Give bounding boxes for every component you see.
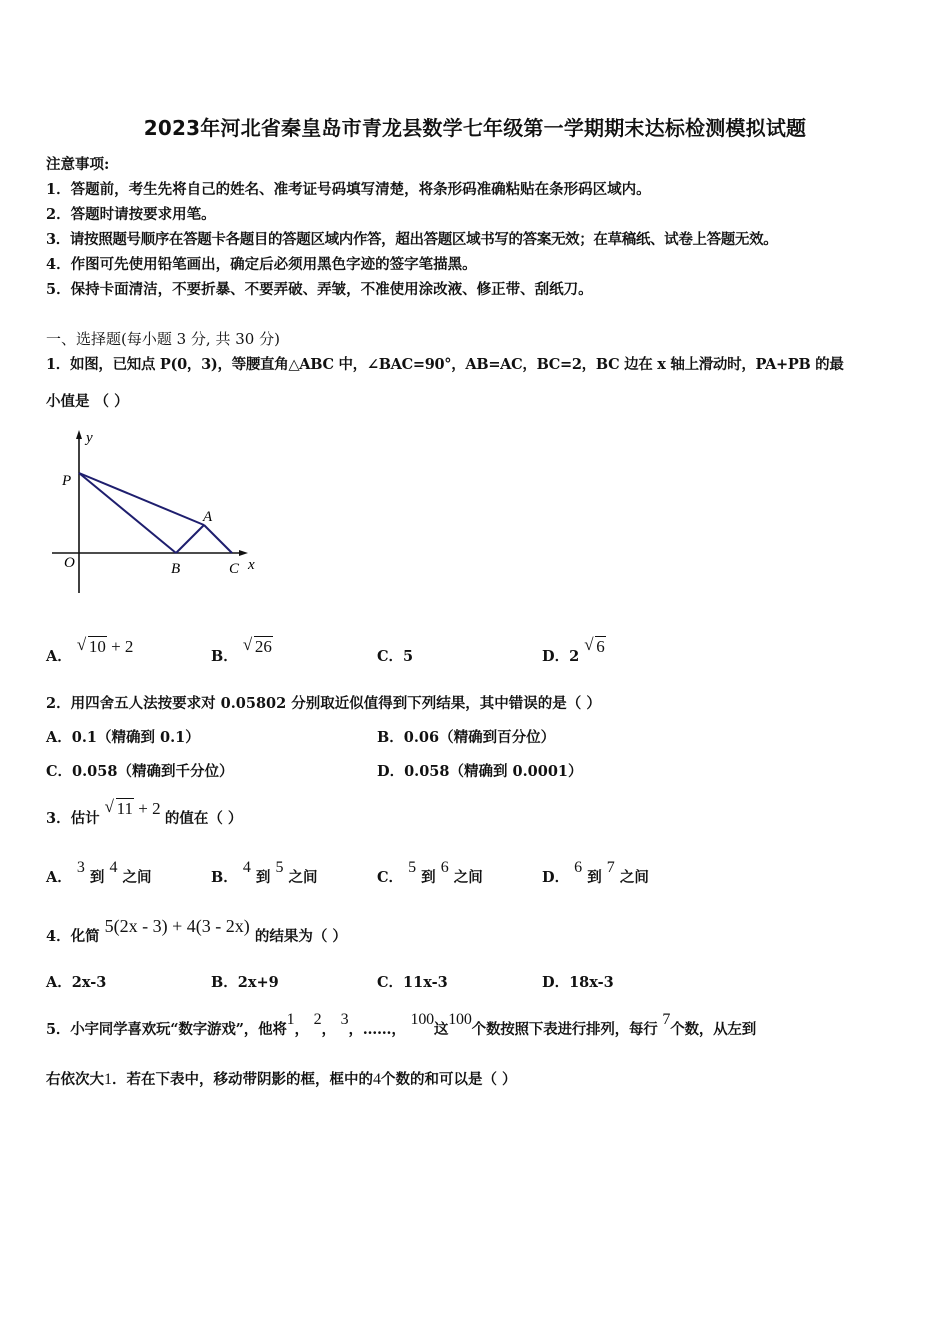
- q1-stem-line2: 小值是 （ ）: [46, 393, 129, 410]
- label-y: y: [86, 430, 93, 446]
- option-text: 之间: [619, 869, 649, 886]
- q3-math: [105, 799, 165, 818]
- option-num: 5: [275, 859, 284, 876]
- q1-option-a[interactable]: [46, 635, 134, 666]
- option-num: 7: [606, 859, 615, 876]
- q3-stem: [46, 797, 243, 828]
- x-axis: [52, 550, 248, 556]
- option-label: C．: [377, 648, 404, 665]
- segment-pb: [79, 473, 176, 553]
- q5-text: 右依次大: [46, 1071, 104, 1088]
- option-label: B．: [211, 648, 238, 665]
- q2-option-c[interactable]: C．0.058（精确到千分位）: [46, 763, 234, 780]
- option-text: 5: [403, 648, 414, 665]
- radical: √ 26: [242, 635, 272, 656]
- radicand: 11: [116, 799, 134, 818]
- option-num: 5: [408, 859, 417, 876]
- q5-num: 100: [410, 1011, 434, 1028]
- label-c: C: [229, 561, 240, 577]
- q3-pre: 3．估计: [46, 810, 100, 827]
- q5-num: 4: [373, 1071, 381, 1088]
- option-text: 到: [255, 869, 271, 886]
- q4-option-b[interactable]: B．2x+9: [211, 974, 279, 991]
- option-num: 6: [440, 859, 449, 876]
- option-label: A．: [46, 869, 72, 886]
- segment-ac: [204, 525, 232, 553]
- segment-pa: [79, 473, 204, 525]
- q5-num: 100: [448, 1011, 472, 1028]
- option-label: A．: [46, 648, 72, 665]
- math-tail: + 2: [111, 637, 134, 656]
- option-num: 3: [76, 859, 85, 876]
- label-a: A: [203, 509, 213, 525]
- option-label: D．: [542, 869, 570, 886]
- section-heading: 一、选择题(每小题 3 分, 共 30 分): [46, 330, 280, 348]
- segment-ab: [176, 525, 204, 553]
- q4-option-d[interactable]: D．18x-3: [542, 974, 614, 991]
- notice-item: 3．请按照题号顺序在答题卡各题目的答题区域内作答，超出答题区域书写的答案无效；在草稿纸、试卷上答题无效。: [46, 231, 778, 248]
- option-label: C．: [377, 869, 404, 886]
- q2-option-a[interactable]: A．0.1（精确到 0.1）: [46, 729, 200, 746]
- option-b-math: [243, 637, 273, 656]
- math-tail: + 2: [138, 799, 161, 818]
- label-x: x: [248, 557, 255, 573]
- q5-text: 个数按照下表进行排列，每行: [471, 1021, 658, 1038]
- notice-item: 5．保持卡面清洁，不要折暴、不要弄破、弄皱，不准使用涂改液、修正带、刮纸刀。: [46, 281, 593, 298]
- q5-stem-line1: [46, 1011, 757, 1039]
- q5-num: 7: [662, 1011, 671, 1028]
- radicand: 26: [254, 637, 272, 656]
- option-d-math: [584, 637, 606, 656]
- q5-text: ，……，: [348, 1021, 406, 1038]
- q3-post: 的值在（ ）: [164, 810, 243, 827]
- q5-num: 1: [286, 1011, 295, 1028]
- option-text: 2: [569, 648, 580, 665]
- radicand: 10: [88, 637, 106, 656]
- y-axis: [76, 430, 82, 593]
- option-text: 之间: [453, 869, 483, 886]
- q4-option-c[interactable]: C．11x-3: [377, 974, 448, 991]
- q3-option-c[interactable]: [377, 859, 483, 887]
- q5-num: 2: [313, 1011, 322, 1028]
- q2-stem: 2．用四舍五人法按要求对 0.05802 分别取近似值得到下列结果，其中错误的是（ ）: [46, 695, 601, 712]
- notice-item: 1．答题前，考生先将自己的姓名、准考证号码填写清楚，将条形码准确粘贴在条形码区域内。: [46, 181, 651, 198]
- option-label: B．: [211, 869, 238, 886]
- label-p: P: [62, 473, 72, 489]
- q5-num: 3: [340, 1011, 349, 1028]
- notice-item: 4．作图可先使用铅笔画出，确定后必须用黑色字迹的签字笔描黑。: [46, 256, 477, 273]
- label-b: B: [171, 561, 181, 577]
- q5-text: 这: [433, 1021, 449, 1038]
- option-text: 到: [89, 869, 105, 886]
- q1-figure: [46, 425, 276, 600]
- q1-stem-line1: 1．如图，已知点 P(0，3)，等腰直角△ABC 中，∠BAC=90°，AB=AC，BC=2，BC 边在 x 轴上滑动时，PA+PB 的最: [46, 356, 844, 373]
- q4-option-a[interactable]: A．2x-3: [46, 974, 107, 991]
- q2-option-d[interactable]: D．0.058（精确到 0.0001）: [377, 763, 583, 780]
- radical: √ 11: [104, 797, 134, 818]
- q2-option-b[interactable]: B．0.06（精确到百分位）: [377, 729, 556, 746]
- q5-text: 个数，从左到: [670, 1021, 757, 1038]
- option-text: 之间: [288, 869, 318, 886]
- notice-heading: 注意事项:: [46, 156, 110, 173]
- q3-option-d[interactable]: [542, 859, 649, 887]
- q1-option-c[interactable]: [377, 645, 413, 666]
- q4-pre: 4．化简: [46, 928, 100, 945]
- page-title: 2023年河北省秦皇岛市青龙县数学七年级第一学期期末达标检测模拟试题: [143, 116, 807, 140]
- q3-option-a[interactable]: [46, 859, 152, 887]
- option-text: 之间: [122, 869, 152, 886]
- option-text: 到: [587, 869, 602, 886]
- radical: √ 10: [76, 635, 106, 656]
- option-text: 到: [421, 869, 436, 886]
- option-label: D．: [542, 648, 570, 665]
- radical: √ 6: [584, 635, 605, 656]
- q5-text: ．若在下表中，移动带阴影的框，框中的: [112, 1071, 373, 1088]
- q5-num: 1: [104, 1071, 112, 1088]
- option-num: 6: [574, 859, 583, 876]
- q5-text: ，: [294, 1021, 309, 1038]
- q4-post: 的结果为（ ）: [254, 928, 347, 945]
- q5-text: ，: [321, 1021, 336, 1038]
- q5-text: 个数的和可以是（ ）: [381, 1071, 517, 1088]
- q3-option-b[interactable]: [211, 859, 318, 887]
- radicand: 6: [596, 637, 605, 656]
- q5-text: 5．小宇同学喜欢玩“数字游戏”，他将: [46, 1021, 287, 1038]
- option-num: 4: [242, 859, 251, 876]
- label-o: O: [64, 555, 75, 571]
- q4-stem: [46, 916, 347, 946]
- q1-option-d[interactable]: [542, 635, 606, 666]
- q4-expression: 5(2x - 3) + 4(3 - 2x): [104, 916, 250, 936]
- q5-stem-line2: [46, 1068, 517, 1089]
- q1-option-b[interactable]: [211, 635, 273, 666]
- option-num: 4: [109, 859, 118, 876]
- option-a-math: [77, 637, 134, 656]
- notice-item: 2．答题时请按要求用笔。: [46, 206, 216, 223]
